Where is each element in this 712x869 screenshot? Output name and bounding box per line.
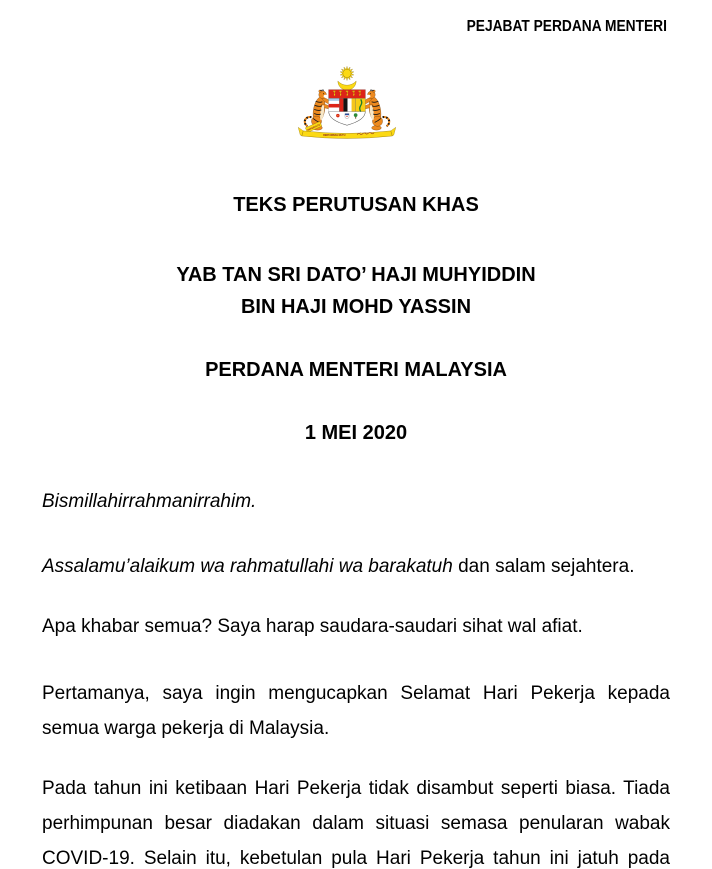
letterhead-office-name: PEJABAT PERDANA MENTERI	[466, 18, 667, 35]
salutation-arabic-italic: Assalamu’alaikum wa rahmatullahi wa barakatuh	[42, 556, 453, 577]
speaker-role-heading: PERDANA MENTERI MALAYSIA	[205, 359, 507, 381]
speaker-name-heading	[42, 259, 670, 323]
paragraph-labour-day-wish: Pertamanya, saya ingin mengucapkan Selamat Hari Pekerja kepada semua warga pekerja di Malaysia.	[42, 683, 670, 739]
document-type-heading: TEKS PERUTUSAN KHAS	[233, 194, 479, 216]
tiger-right-icon	[362, 90, 389, 130]
paragraph-salutation	[42, 549, 670, 584]
malaysia-coat-of-arms-icon	[286, 64, 408, 152]
motto-segment-text: BERSEKUTU	[307, 124, 321, 132]
speaker-name-line2: BIN HAJI MOHD YASSIN	[240, 296, 472, 318]
speech-date-heading: 1 MEI 2020	[304, 422, 408, 444]
paragraph-covid-context: Pada tahun ini ketibaan Hari Pekerja tidak disambut seperti biasa. Tiada perhimpunan besar diadakan dalam situasi semasa penularan wabak COVID-19. Selain itu, kebetulan pula Hari Pekerja tahun ini jatuh pada	[42, 778, 670, 869]
motto-main-text: BERTAMBAH MUTU	[323, 134, 346, 137]
salutation-regular: dan salam sejahtera.	[452, 556, 635, 577]
paragraph-bismillah: Bismillahirrahmanirrahim.	[42, 491, 257, 512]
jata-negara-svg	[286, 64, 408, 152]
shield-icon	[329, 90, 366, 126]
speaker-name-line1: YAB TAN SRI DATO’ HAJI MUHYIDDIN	[176, 264, 536, 286]
federal-star-icon	[340, 66, 355, 80]
crescent-icon	[338, 81, 356, 90]
paragraph-greeting: Apa khabar semua? Saya harap saudara-saudari sihat wal afiat.	[42, 616, 583, 637]
